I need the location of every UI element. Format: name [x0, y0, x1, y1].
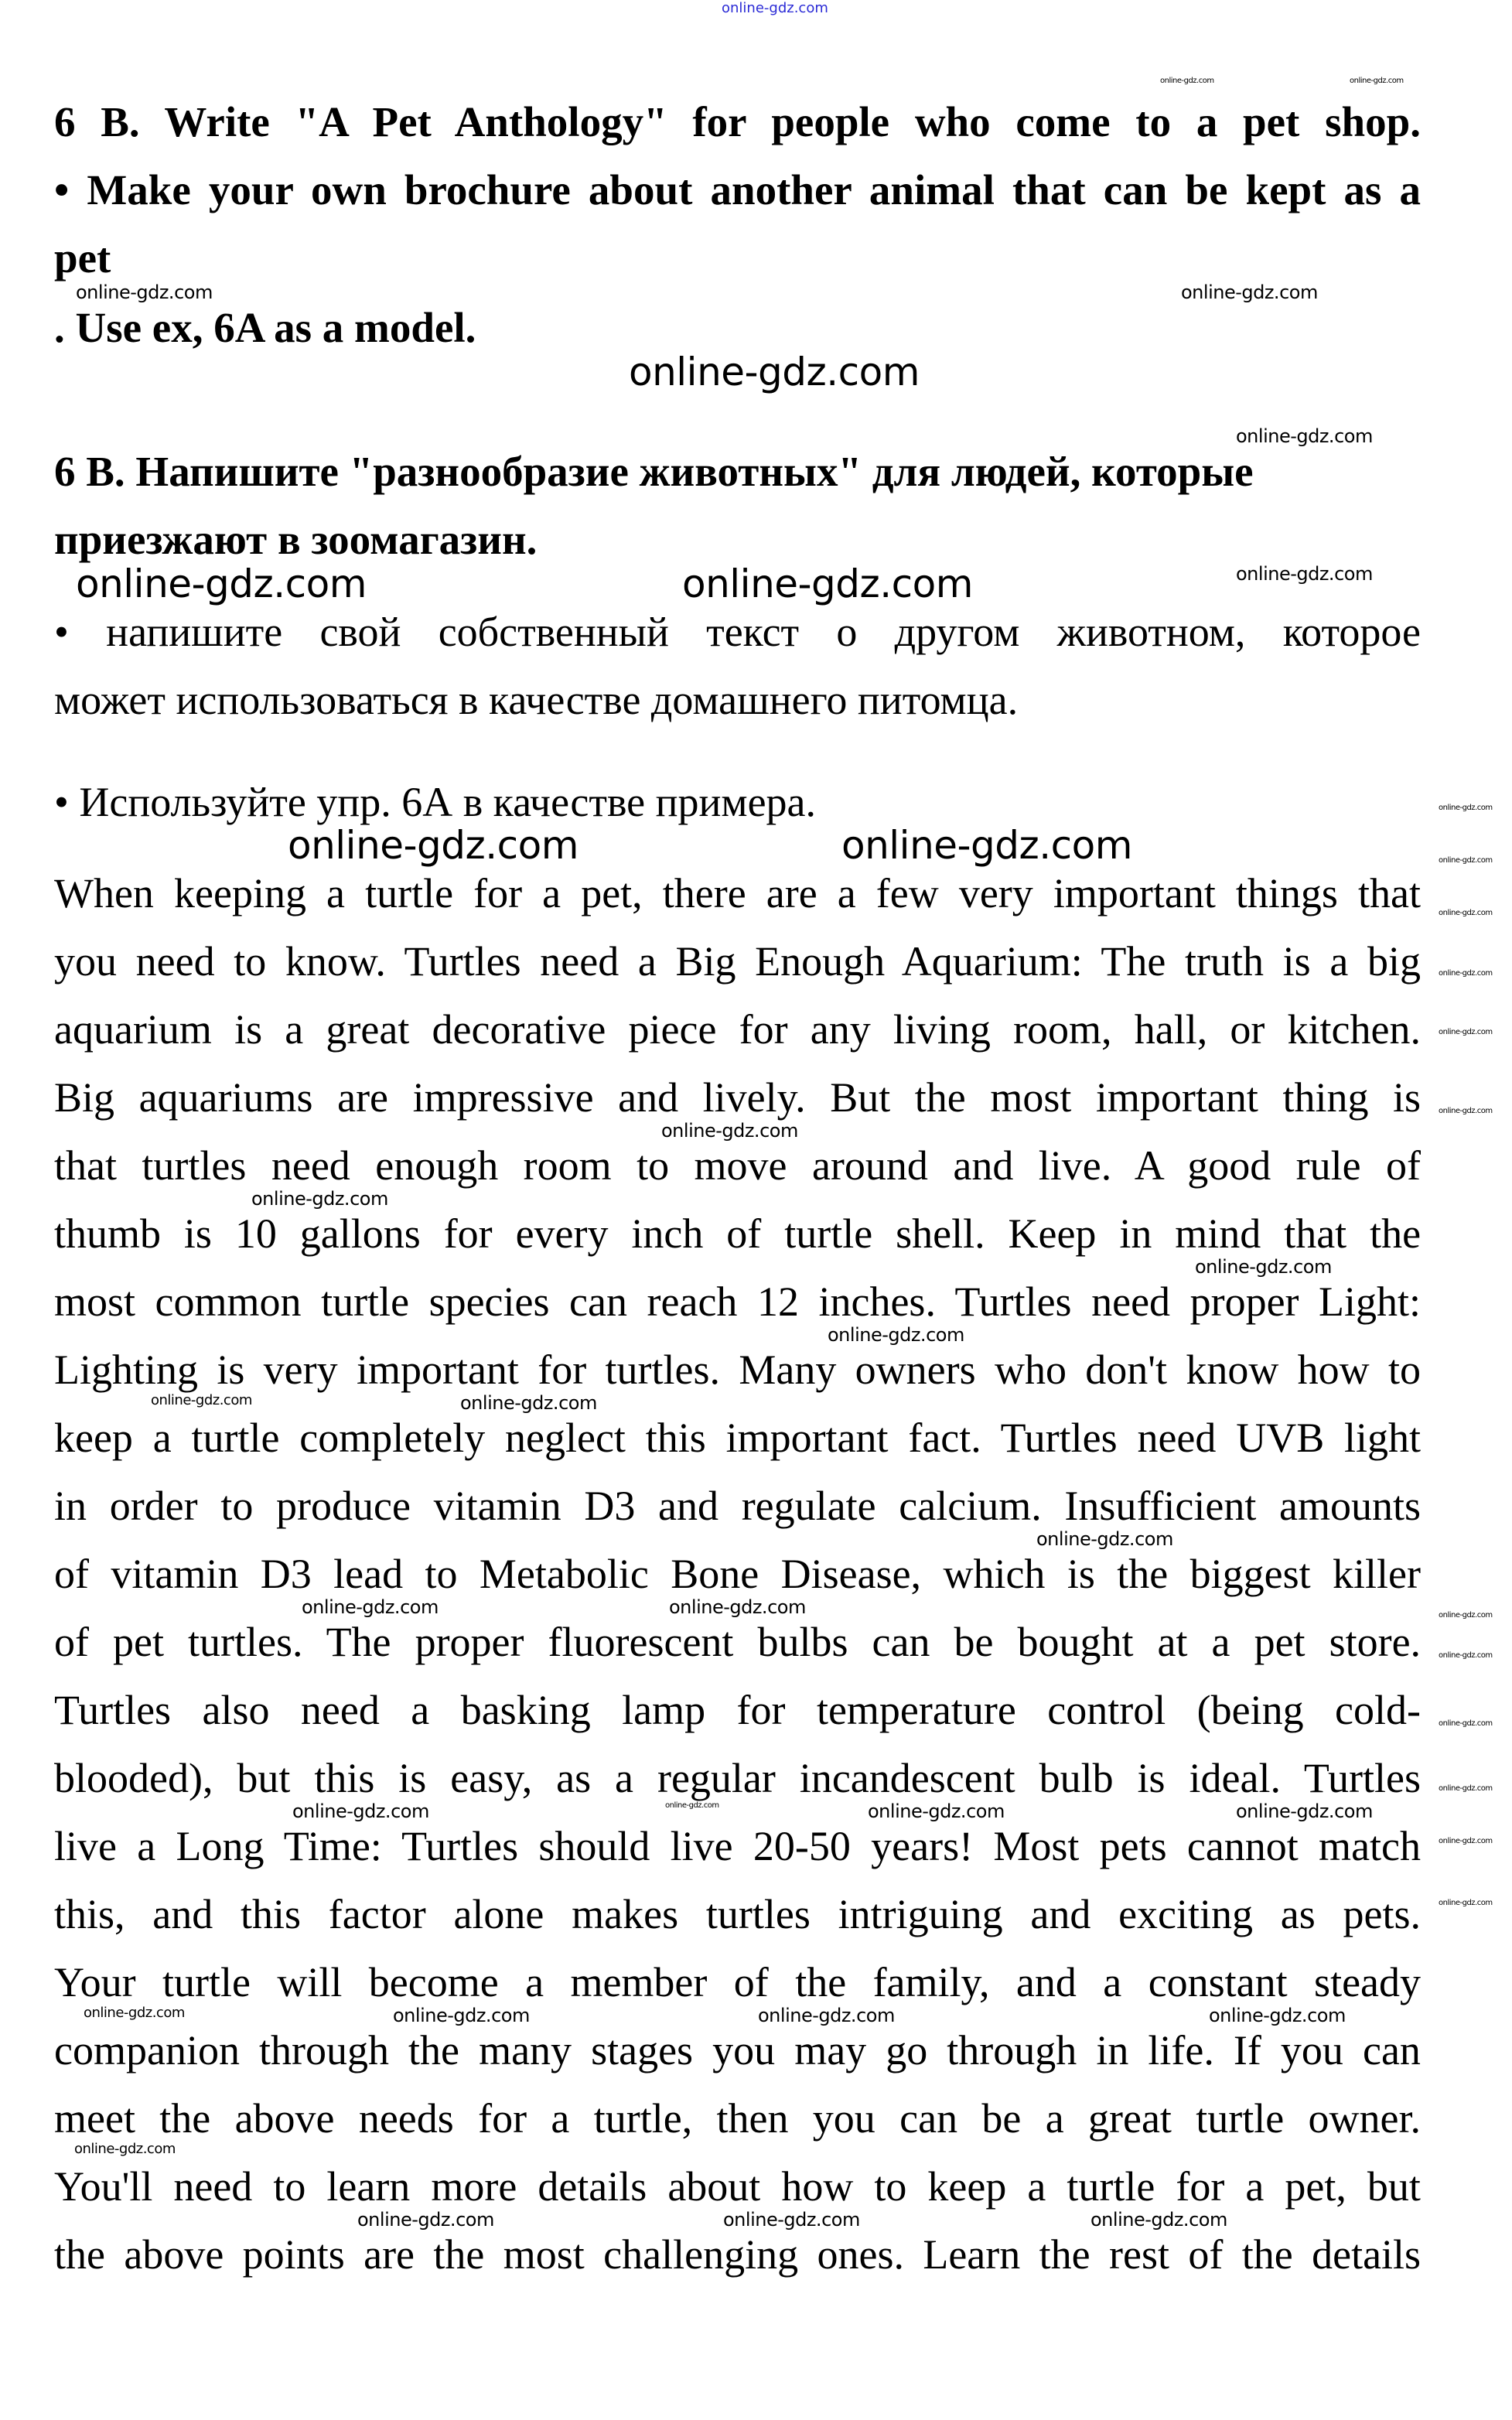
watermark: online-gdz.com: [302, 1596, 439, 1618]
watermark: online-gdz.com: [758, 2005, 895, 2026]
spacer: [54, 2278, 1421, 2299]
watermark: online-gdz.com: [357, 2209, 494, 2231]
watermark-row: [54, 427, 1421, 447]
watermark-row: [54, 2142, 1421, 2162]
task-ru-line-text: • Используйте упр. 6А в качестве примера.: [54, 779, 816, 825]
task-en-line: [54, 166, 1421, 215]
task-en-line: [54, 97, 1421, 147]
answer-line-text: keep a turtle completely neglect this important fact. Turtles need UVB light: [54, 1415, 1422, 1461]
answer-line: [54, 1142, 1421, 1190]
watermark: online-gdz.com: [661, 1120, 798, 1142]
answer-line: [54, 1482, 1421, 1530]
task-en-line-text: 6 B. Write "A Pet Anthology" for people who come to a pet shop.: [54, 98, 1421, 145]
spacer: [54, 724, 1421, 778]
answer-line: [54, 1346, 1421, 1394]
answer-line-text: of pet turtles. The proper fluorescent bulbs can be bought at a pet store.: [54, 1619, 1422, 1665]
spacer: [54, 985, 1421, 1005]
answer-line-text: live a Long Time: Turtles should live 20-50 years! Most pets cannot match: [54, 1823, 1422, 1869]
watermark: online-gdz.com: [393, 2005, 530, 2026]
watermark: online-gdz.com: [841, 823, 1132, 868]
watermark-row: [54, 823, 1421, 869]
spacer: [54, 1053, 1421, 1073]
spacer: [54, 0, 1421, 77]
watermark: online-gdz.com: [1439, 856, 1493, 865]
watermark-row: [54, 1530, 1421, 1550]
spacer: [54, 147, 1421, 166]
watermark: online-gdz.com: [1439, 1719, 1493, 1728]
answer-line-text: thumb is 10 gallons for every inch of turtle shell. Keep in mind that the: [54, 1210, 1422, 1257]
watermark: online-gdz.com: [460, 1392, 597, 1414]
watermark: online-gdz.com: [1236, 425, 1373, 447]
task-ru-line: [54, 515, 1421, 565]
answer-line-text: Your turtle will become a member of the family, and a constant steady: [54, 1959, 1422, 2005]
spacer: [54, 1462, 1421, 1482]
watermark-row: [54, 1326, 1421, 1346]
answer-line: [54, 1686, 1421, 1734]
answer-line-text: the above points are the most challenging ones. Learn the rest of the details: [54, 2231, 1422, 2278]
task-ru-line-text: приезжают в зоомагазин.: [54, 516, 538, 563]
task-ru-line: [54, 676, 1421, 724]
watermark: online-gdz.com: [1439, 1651, 1493, 1660]
watermark-row: [54, 1258, 1421, 1278]
watermark: online-gdz.com: [1036, 1528, 1173, 1550]
watermark: online-gdz.com: [669, 1596, 806, 1618]
watermark: online-gdz.com: [828, 1324, 964, 1346]
watermark: online-gdz.com: [1209, 2005, 1346, 2026]
task-en-line-text: pet: [54, 234, 111, 282]
task-en-line: [54, 303, 1421, 353]
watermark: online-gdz.com: [665, 1801, 719, 1810]
answer-line: [54, 1890, 1421, 1938]
task-en-line: [54, 234, 1421, 283]
answer-line: [54, 869, 1421, 917]
watermark-row: [54, 2006, 1421, 2026]
watermark-row: [54, 283, 1421, 303]
watermark: online-gdz.com: [251, 1188, 388, 1210]
watermark-row: [54, 1121, 1421, 1142]
answer-line-text: aquarium is a great decorative piece for any living room, hall, or kitchen.: [54, 1006, 1421, 1053]
answer-line-text: in order to produce vitamin D3 and regulate calcium. Insufficient amounts: [54, 1483, 1422, 1529]
answer-line-text: you need to know. Turtles need a Big Enough Aquarium: The truth is a big: [54, 938, 1421, 985]
watermark: online-gdz.com: [76, 561, 367, 606]
answer-line: [54, 1278, 1421, 1326]
answer-line: [54, 1958, 1421, 2006]
task-ru-line-text: 6 В. Напишите "разнообразие животных" для людей, которые: [54, 448, 1254, 495]
watermark: online-gdz.com: [1439, 1611, 1493, 1620]
answer-line: [54, 2026, 1421, 2074]
watermark: online-gdz.com: [76, 282, 213, 303]
watermark: online-gdz.com: [1181, 282, 1318, 303]
spacer: [54, 497, 1421, 515]
watermark: online-gdz.com: [629, 350, 920, 394]
task-ru-line: [54, 778, 1421, 826]
task-en-line-text: • Make your own brochure about another animal that can be kept as a: [54, 166, 1422, 213]
answer-line: [54, 1618, 1421, 1666]
watermark: online-gdz.com: [1439, 1784, 1493, 1793]
answer-line-text: Turtles also need a basking lamp for temperature control (being cold-: [54, 1687, 1421, 1733]
watermark-top: online-gdz.com: [722, 0, 828, 16]
task-ru-line: [54, 608, 1421, 656]
answer-line-text: of vitamin D3 lead to Metabolic Bone Disease, which is the biggest killer: [54, 1551, 1421, 1597]
answer-line-text: this, and this factor alone makes turtles intriguing and exciting as pets.: [54, 1891, 1422, 1937]
answer-line: [54, 1414, 1421, 1462]
watermark: online-gdz.com: [1439, 1899, 1493, 1907]
answer-line: [54, 1210, 1421, 1258]
spacer: [54, 396, 1421, 427]
answer-line: [54, 1550, 1421, 1598]
spacer: [54, 1938, 1421, 1958]
watermark: online-gdz.com: [1160, 77, 1214, 85]
task-ru-line-text: может использоваться в качестве домашнего питомца.: [54, 677, 1019, 723]
answer-line: [54, 1005, 1421, 1053]
watermark-row: [54, 77, 1421, 97]
watermark: online-gdz.com: [74, 2141, 176, 2157]
answer-line: [54, 1754, 1421, 1802]
watermark: online-gdz.com: [1090, 2209, 1227, 2231]
spacer: [54, 1870, 1421, 1890]
watermark-row: [54, 561, 1421, 608]
watermark: online-gdz.com: [682, 561, 973, 606]
watermark: online-gdz.com: [1350, 77, 1404, 85]
watermark: online-gdz.com: [868, 1800, 1005, 1822]
watermark: online-gdz.com: [288, 823, 579, 868]
watermark-row: [54, 1190, 1421, 1210]
watermark: online-gdz.com: [1439, 1837, 1493, 1845]
watermark: online-gdz.com: [1439, 1107, 1493, 1115]
watermark: online-gdz.com: [292, 1800, 429, 1822]
answer-line-text: that turtles need enough room to move around and live. A good rule of: [54, 1142, 1422, 1189]
watermark: online-gdz.com: [151, 1392, 252, 1408]
watermark-row: [54, 1394, 1421, 1414]
task-en-line-text: . Use ex, 6A as a model.: [54, 304, 476, 351]
answer-line-text: Lighting is very important for turtles. Many owners who don't know how to: [54, 1347, 1421, 1393]
spacer: [54, 917, 1421, 937]
answer-line-text: meet the above needs for a turtle, then you can be a great turtle owner.: [54, 2095, 1421, 2142]
answer-line: [54, 2094, 1421, 2142]
watermark-row: [54, 1598, 1421, 1618]
answer-line-text: Big aquariums are impressive and lively. But the most important thing is: [54, 1074, 1422, 1121]
spacer: [54, 2074, 1421, 2094]
watermark-row: [54, 2210, 1421, 2231]
text-column: [54, 0, 1421, 2299]
watermark: online-gdz.com: [1439, 1028, 1493, 1036]
watermark: online-gdz.com: [1439, 804, 1493, 812]
answer-line: [54, 2162, 1421, 2210]
answer-line-text: blooded), but this is easy, as a regular incandescent bulb is ideal. Turtles: [54, 1755, 1421, 1801]
watermark: online-gdz.com: [1195, 1256, 1332, 1278]
answer-line-text: You'll need to learn more details about how to keep a turtle for a pet, but: [54, 2163, 1421, 2210]
watermark-row: [54, 350, 1421, 396]
task-ru-line-text: • напишите свой собственный текст о другом животном, которое: [54, 609, 1421, 655]
answer-line-text: most common turtle species can reach 12 inches. Turtles need proper Light:: [54, 1278, 1422, 1325]
watermark: online-gdz.com: [723, 2209, 860, 2231]
answer-line: [54, 1822, 1421, 1870]
answer-line: [54, 937, 1421, 985]
spacer: [54, 215, 1421, 234]
answer-line: [54, 1073, 1421, 1121]
answer-line-text: When keeping a turtle for a pet, there are a few very important things that: [54, 870, 1421, 916]
watermark: online-gdz.com: [1439, 909, 1493, 917]
spacer: [54, 1734, 1421, 1754]
watermark-row: [54, 1802, 1421, 1822]
watermark: online-gdz.com: [84, 2005, 185, 2021]
watermark: online-gdz.com: [1439, 969, 1493, 978]
task-ru-line: [54, 447, 1421, 497]
answer-line: [54, 2231, 1421, 2278]
watermark: online-gdz.com: [1236, 563, 1373, 585]
answer-line-text: companion through the many stages you may go through in life. If you can: [54, 2027, 1421, 2074]
watermark: online-gdz.com: [1236, 1800, 1373, 1822]
spacer: [54, 656, 1421, 676]
spacer: [54, 1666, 1421, 1686]
